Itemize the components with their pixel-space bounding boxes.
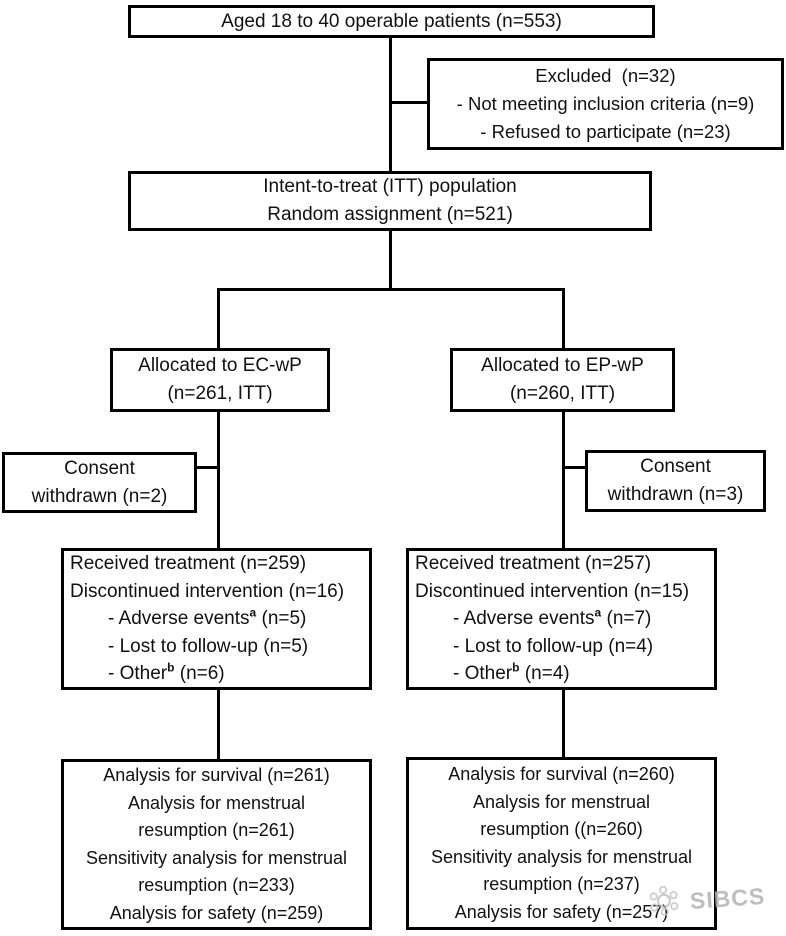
analysis-right-line-3: resumption ((n=260): [480, 819, 643, 839]
excluded-box: [427, 58, 784, 150]
analysis-right-line-5: resumption (n=237): [483, 874, 640, 894]
allocation-epwp-line-1: Allocated to EP-wP: [481, 355, 644, 376]
row-text: Discontinued intervention (n=16): [70, 580, 345, 602]
footnote-marker: a: [249, 605, 257, 620]
connector-branch-horizontal: [217, 288, 565, 291]
analysis-right-line-6: Analysis for safety (n=257): [454, 901, 669, 922]
excluded-reason-1: - Not meeting inclusion criteria (n=9): [456, 93, 755, 114]
connector-branch-to-alloc-left: [217, 288, 220, 350]
connector-alloc-left-to-treat: [217, 410, 220, 550]
itt-line-1: Intent-to-treat (ITT) population: [263, 176, 517, 197]
allocation-ecwp-line-2: (n=261, ITT): [167, 383, 273, 404]
enrollment-text: Aged 18 to 40 operable patients (n=553): [221, 10, 562, 32]
analysis-left-line-3: resumption (n=261): [138, 820, 295, 840]
analysis-ecwp-box: [61, 759, 372, 930]
excluded-reason-2: - Refused to participate (n=23): [480, 121, 731, 142]
itt-line-2: Random assignment (n=521): [267, 204, 513, 225]
treatment-left-row-1: [64, 550, 369, 578]
row-text: Received treatment (n=259): [70, 553, 307, 575]
footnote-marker: b: [512, 660, 520, 675]
footnote-marker: b: [167, 660, 175, 675]
sibcs-watermark: [643, 876, 767, 925]
treatment-epwp-box: [406, 548, 717, 690]
connector-treat-left-to-analysis: [217, 688, 220, 761]
analysis-right-line-2: Analysis for menstrual: [472, 791, 651, 812]
allocation-ecwp-line-1: Allocated to EC-wP: [138, 355, 302, 376]
row-text: - Adverse events: [453, 608, 595, 630]
row-text: - Lost to follow-up (n=5): [108, 635, 309, 657]
treatment-left-row-2: [64, 578, 369, 606]
connector-top-to-itt: [389, 38, 392, 171]
allocation-ecwp-box: [110, 348, 330, 412]
connector-alloc-right-to-treat: [562, 410, 565, 550]
row-text: - Other: [453, 663, 513, 685]
treatment-ecwp-box: [61, 548, 372, 690]
row-text: (n=7): [601, 608, 652, 630]
consent-withdrawn-left-box: [2, 452, 197, 513]
consent-withdrawn-right-box: [585, 450, 766, 512]
analysis-left-line-6: Analysis for safety (n=259): [109, 902, 324, 923]
excluded-title: Excluded (n=32): [535, 65, 676, 86]
analysis-left-line-5: resumption (n=233): [138, 875, 295, 895]
analysis-right-line-1: Analysis for survival (n=260): [448, 764, 675, 784]
consent-left-line-1: Consent: [64, 457, 135, 479]
connector-branch-to-alloc-right: [562, 288, 565, 350]
connector-to-consent-right: [564, 466, 587, 469]
sibcs-watermark-text: SIBCS: [689, 882, 767, 914]
connector-to-excluded: [390, 101, 428, 104]
row-text: - Adverse events: [108, 608, 250, 630]
treatment-left-row-3: [64, 605, 369, 633]
footnote-marker: a: [594, 605, 602, 620]
treatment-right-row-2: [409, 578, 714, 606]
allocation-epwp-box: [450, 348, 675, 412]
connector-itt-to-branch: [389, 231, 392, 290]
analysis-left-line-2: Analysis for menstrual: [127, 792, 306, 813]
analysis-left-line-4: Sensitivity analysis for menstrual: [85, 847, 348, 868]
row-text: (n=4): [519, 663, 570, 685]
itt-randomization-box: [128, 171, 652, 231]
treatment-left-row-5: [64, 660, 369, 688]
connector-treat-right-to-analysis: [562, 688, 565, 761]
allocation-epwp-line-2: (n=260, ITT): [509, 383, 616, 404]
row-text: - Lost to follow-up (n=4): [453, 635, 654, 657]
consent-right-line-1: Consent: [640, 456, 711, 477]
enrollment-box: [128, 5, 655, 38]
row-text: - Other: [108, 663, 168, 685]
analysis-left-line-1: Analysis for survival (n=261): [103, 765, 330, 785]
row-text: Discontinued intervention (n=15): [415, 580, 690, 602]
consent-right-line-2: withdrawn (n=3): [607, 484, 744, 505]
sibcs-logo-icon: [643, 881, 686, 925]
treatment-right-row-1: [409, 550, 714, 578]
row-text: Received treatment (n=257): [415, 553, 652, 575]
treatment-left-row-4: [64, 633, 369, 661]
row-text: (n=5): [256, 608, 307, 630]
row-text: (n=6): [174, 663, 225, 685]
treatment-right-row-5: [409, 660, 714, 688]
connector-to-consent-left: [196, 466, 219, 469]
consent-left-line-2: withdrawn (n=2): [31, 485, 168, 507]
treatment-right-row-4: [409, 633, 714, 661]
treatment-right-row-3: [409, 605, 714, 633]
analysis-right-line-4: Sensitivity analysis for menstrual: [430, 846, 693, 867]
